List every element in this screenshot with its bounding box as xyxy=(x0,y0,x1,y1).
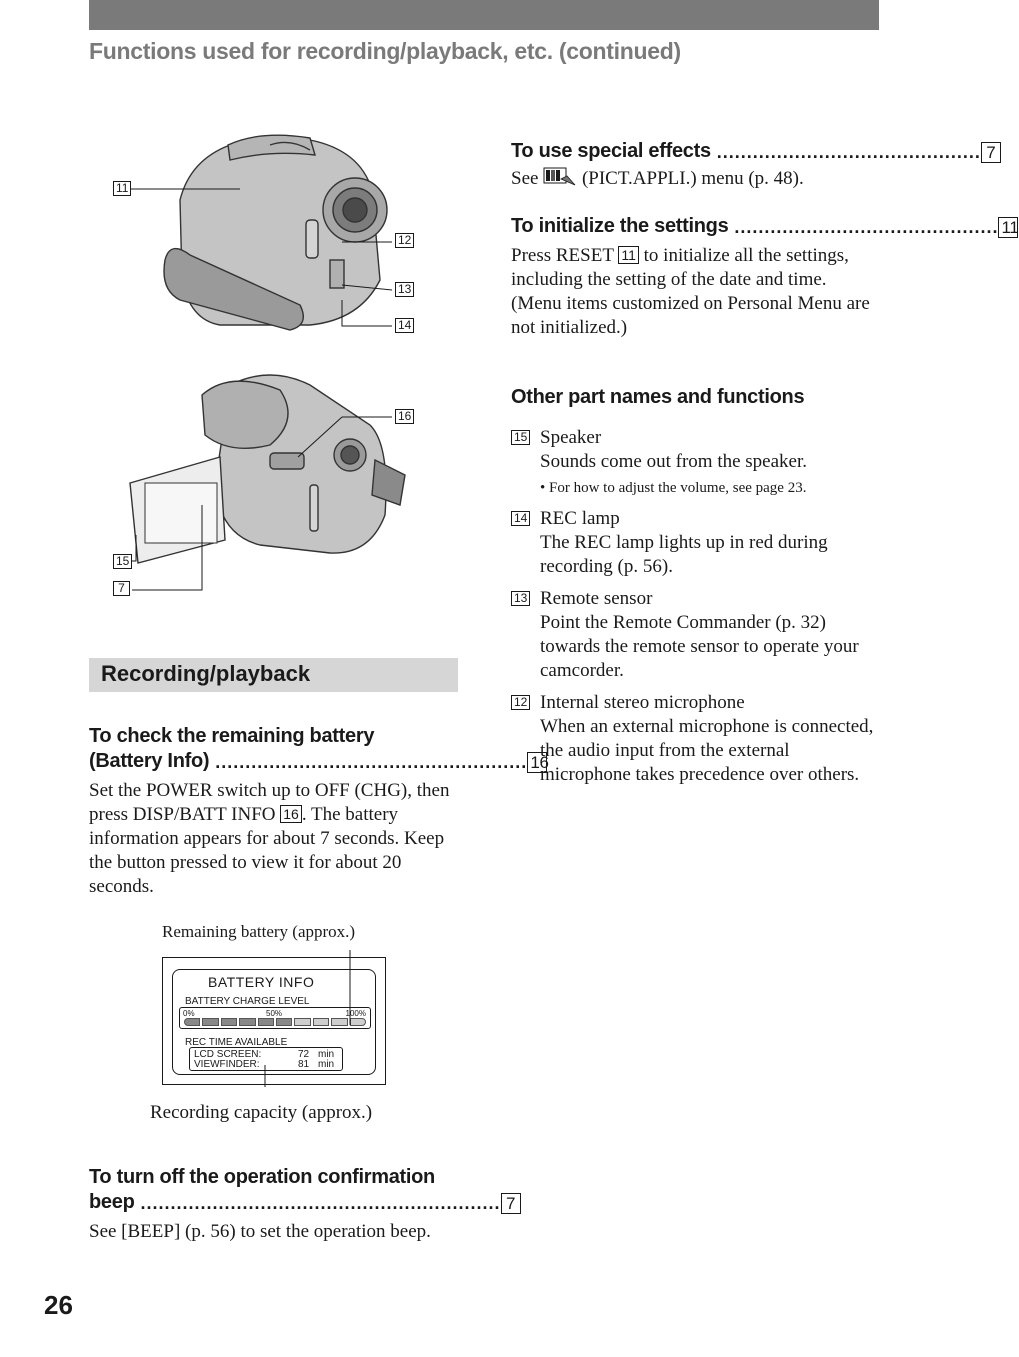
camcorder-front-illustration xyxy=(110,130,430,350)
initialize-body-ref: 11 xyxy=(618,246,639,264)
effects-body: See (PICT.APPLI.) menu (p. 48). xyxy=(511,168,804,189)
battery-caption-top: Remaining battery (approx.) xyxy=(162,922,356,941)
battery-body-ref: 16 xyxy=(280,805,302,823)
effects-heading: To use special effects xyxy=(511,140,711,162)
pict-appli-icon xyxy=(543,167,577,187)
callout-11: 11 xyxy=(113,181,131,196)
item-desc: When an external microphone is connected, the audio input from the external microphone takes precedence over others. xyxy=(540,716,874,785)
page-number: 26 xyxy=(44,1290,73,1320)
section-title: Recording/playback xyxy=(101,661,311,686)
charge-label: BATTERY CHARGE LEVEL xyxy=(185,996,310,1007)
charge-meter: 0% 50% 100% xyxy=(179,1007,371,1029)
beep-block xyxy=(89,1166,516,1244)
lcd-time-value: 72 xyxy=(298,1049,310,1060)
battery-ref: 16 xyxy=(527,752,547,773)
item-number: 15 xyxy=(511,430,530,445)
list-item xyxy=(511,507,879,579)
item-number: 14 xyxy=(511,511,530,526)
camcorder-side-illustration xyxy=(110,365,430,605)
item-desc: Sounds come out from the speaker. xyxy=(540,451,808,472)
initialize-block xyxy=(511,215,1019,340)
leader-dots: .................................................... xyxy=(209,752,528,772)
rec-time-label: REC TIME AVAILABLE xyxy=(185,1037,288,1048)
item-desc: Point the Remote Commander (p. 32) towards the remote sensor to operate your camcorder. xyxy=(540,612,859,681)
page-title: Functions used for recording/playback, etc. (continued) xyxy=(89,38,681,64)
callout-14: 14 xyxy=(395,318,414,333)
leader-dots: ............................................ xyxy=(728,217,999,237)
battery-heading-line1: To check the remaining battery xyxy=(89,725,375,747)
initialize-body: Press RESET 11 to initialize all the settings, including the setting of the date and time. xyxy=(511,245,849,290)
callout-13: 13 xyxy=(395,282,414,297)
screen-title: BATTERY INFO xyxy=(208,974,315,990)
callout-12: 12 xyxy=(395,233,414,248)
battery-body: Set the POWER switch up to OFF (CHG), then press DISP/BATT INFO 16 . The battery information appears for about 7 seconds. Keep the button pressed to view it for about 20 seconds. xyxy=(89,780,450,897)
effects-ref: 7 xyxy=(981,142,1001,163)
header-bar xyxy=(89,0,879,30)
item-name: Speaker xyxy=(540,427,602,448)
callout-7: 7 xyxy=(113,581,130,596)
initialize-ref: 11 xyxy=(998,217,1018,238)
beep-heading-line1: To turn off the operation confirmation xyxy=(89,1166,435,1188)
rec-time-box: LCD SCREEN: 72 min VIEWFINDER: 81 min xyxy=(189,1047,343,1071)
callout-16: 16 xyxy=(395,409,414,424)
item-number: 12 xyxy=(511,695,530,710)
item-desc: The REC lamp lights up in red during recording (p. 56). xyxy=(540,532,828,577)
item-name: Internal stereo microphone xyxy=(540,692,745,713)
list-item xyxy=(511,691,879,787)
callout-15: 15 xyxy=(113,554,132,569)
charge-segment xyxy=(221,1018,237,1026)
leader-dots: ............................................................ xyxy=(134,1193,501,1213)
beep-ref: 7 xyxy=(501,1193,521,1214)
battery-info-block xyxy=(89,725,549,899)
item-note: • For how to adjust the volume, see page 23. xyxy=(540,480,807,496)
other-parts-heading: Other part names and functions xyxy=(511,386,805,408)
effects-block xyxy=(511,140,996,191)
initialize-heading: To initialize the settings xyxy=(511,215,729,237)
item-number: 13 xyxy=(511,591,530,606)
battery-heading-line2: (Battery Info) xyxy=(89,750,210,772)
battery-leader-lines xyxy=(250,945,370,1090)
other-parts-block xyxy=(511,386,879,795)
leader-dots: ............................................ xyxy=(710,142,981,162)
charge-segment xyxy=(184,1018,200,1026)
item-name: Remote sensor xyxy=(540,588,653,609)
section-header-recording-playback xyxy=(89,658,458,692)
item-name: REC lamp xyxy=(540,508,620,529)
beep-body: See [BEEP] (p. 56) to set the operation beep. xyxy=(89,1221,431,1242)
initialize-note: (Menu items customized on Personal Menu are not initialized.) xyxy=(511,293,870,338)
list-item xyxy=(511,587,879,683)
beep-heading-line2: beep xyxy=(89,1191,135,1213)
charge-segment xyxy=(202,1018,218,1026)
battery-caption-bottom: Recording capacity (approx.) xyxy=(150,1102,373,1123)
vf-time-value: 81 xyxy=(298,1059,310,1070)
list-item xyxy=(511,426,879,499)
